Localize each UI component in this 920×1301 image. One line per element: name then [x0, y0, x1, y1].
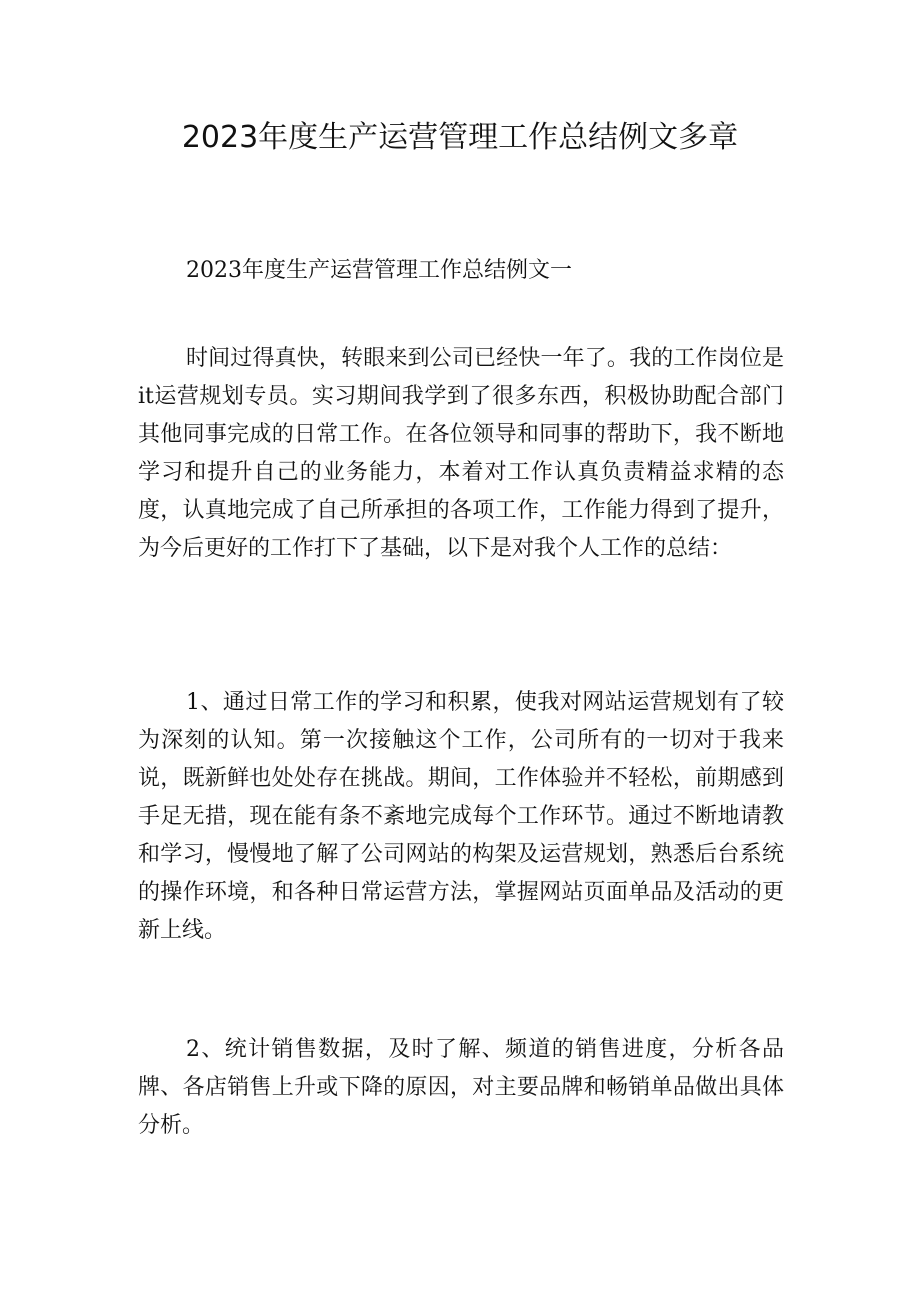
section-heading: 2023年度生产运营管理工作总结例文一 — [186, 258, 572, 283]
paragraph-intro: 时间过得真快，转眼来到公司已经快一年了。我的工作岗位是it运营规划专员。实习期间我学到了很多东西，积极协助配合部门其他同事完成的日常工作。在各位领导和同事的帮助下，我不断地学习和提升自己的业务能力，本着对工作认真负责精益求精的态度，认真地完成了自己所承担的各项工作，工作能力得到了提升，为今后更好的工作打下了基础，以下是对我个人工作的总结： — [138, 346, 784, 561]
paragraph-item-1: 1、通过日常工作的学习和积累，使我对网站运营规划有了较为深刻的认知。第一次接触这个工作，公司所有的一切对于我来说，既新鲜也处处存在挑战。期间，工作体验并不轻松，前期感到手足无措，现在能有条不紊地完成每个工作环节。通过不断地请教和学习，慢慢地了解了公司网站的构架及运营规划，熟悉后台系统的操作环境，和各种日常运营方法，掌握网站页面单品及活动的更新上线。 — [138, 690, 784, 943]
paragraph-item-2: 2、统计销售数据，及时了解、频道的销售进度，分析各品牌、各店销售上升或下降的原因，对主要品牌和畅销单品做出具体分析。 — [138, 1037, 784, 1138]
document-title: 2023年度生产运营管理工作总结例文多章 — [181, 120, 739, 155]
